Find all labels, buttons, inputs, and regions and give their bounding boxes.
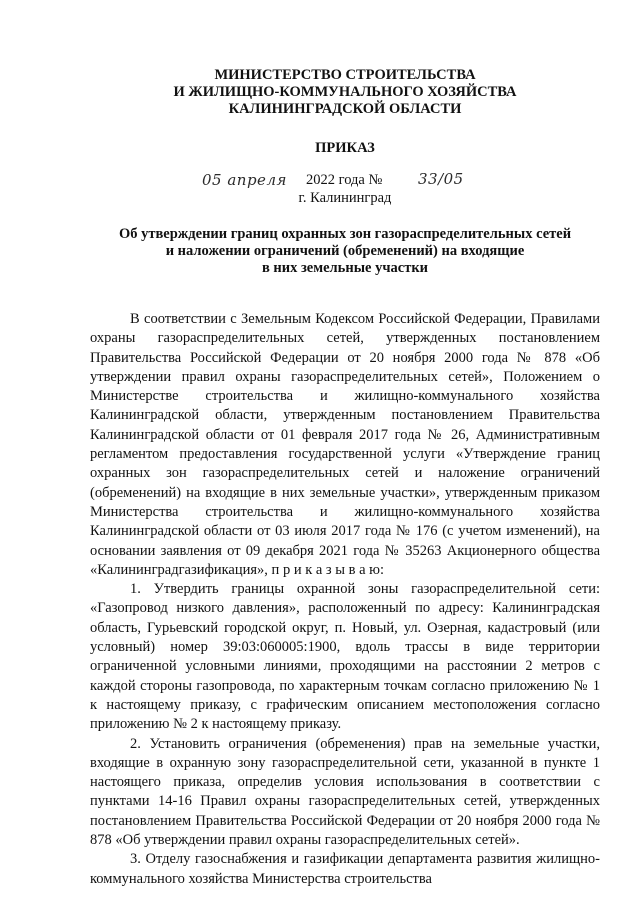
clause-1-paragraph: 1. Утвердить границы охранной зоны газораспределительной сети: «Газопровод низкого давления», расположенный по адресу: Калининградская область, Гурьевский городской округ, п. Новый, ул. Озерная, кадастровый (или условный) номер 39:03:060005:1900, вдоль трассы в виде территории ограниченной условными линиями, проходящими на расстоянии 2 метров с каждой стороны газопровода, по характерным точкам согласно приложению № 1 к настоящему приказу, с графическим описанием местоположения согласно приложению № 2 к настоящему приказу. <box>90 581 600 733</box>
ministry-header-line-2: И ЖИЛИЩНО-КОММУНАЛЬНОГО ХОЗЯЙСТВА <box>173 84 517 100</box>
order-title: ПРИКАЗ <box>315 140 375 156</box>
ministry-header-line-1: МИНИСТЕРСТВО СТРОИТЕЛЬСТВА <box>214 67 476 83</box>
subject-line-1: Об утверждении границ охранных зон газораспределительных сетей <box>118 226 572 242</box>
order-city: г. Калининград <box>298 190 392 206</box>
clause-3-paragraph: 3. Отделу газоснабжения и газификации департамента развития жилищно-коммунального хозяйства Министерства строительства <box>90 851 600 887</box>
clause-2-paragraph: 2. Установить ограничения (обременения) прав на земельные участки, входящие в охранную зону газораспределительной сети, указанной в пункте 1 настоящего приказа, определив условия использования в соответствии с пунктами 14-16 Правил охраны газораспределительных сетей, утвержденных постановлением Правительства Российской Федерации от 20 ноября 2000 года № 878 «Об утверждении правил охраны газораспределительных сетей». <box>90 735 600 849</box>
order-body <box>90 310 600 889</box>
ministry-header-line-3: КАЛИНИНГРАДСКОЙ ОБЛАСТИ <box>228 101 462 117</box>
order-date-line <box>200 170 464 192</box>
ministry-header <box>90 67 600 118</box>
order-subject <box>90 226 600 277</box>
preamble-paragraph: В соответствии с Земельным Кодексом Российской Федерации, Правилами охраны газораспределительных сетей, утвержденных постановлением Правительства Российской Федерации от 20 ноября 2000 года № 878 «Об утверждении правил охраны газораспределительных сетей», Положением о Министерстве строительства и жилищно-коммунального хозяйства Калининградской области, утвержденным постановлением Правительства Калининградской области от 01 февраля 2017 года № 26, Административным регламентом предоставления государственной услуги «Утверждение границ охранных зон газораспределительных сетей и наложение ограничений (обременений) на входящие в них земельные участки», утвержденным приказом Министерства строительства и жилищно-коммунального хозяйства Калининградской области от 03 июля 2017 года № 176 (с учетом изменений), на основании заявления от 09 декабря 2021 года № 35263 Акционерного общества «Калининградгазификация», п р и к а з ы в а ю: <box>90 311 600 578</box>
handwritten-order-number: 33/05 <box>418 170 464 188</box>
handwritten-date: 05 апреля <box>202 171 287 189</box>
subject-line-3: в них земельные участки <box>261 260 429 276</box>
order-year-number-label: 2022 года № <box>306 172 383 188</box>
subject-line-2: и наложении ограничений (обременений) на входящие <box>165 243 525 259</box>
